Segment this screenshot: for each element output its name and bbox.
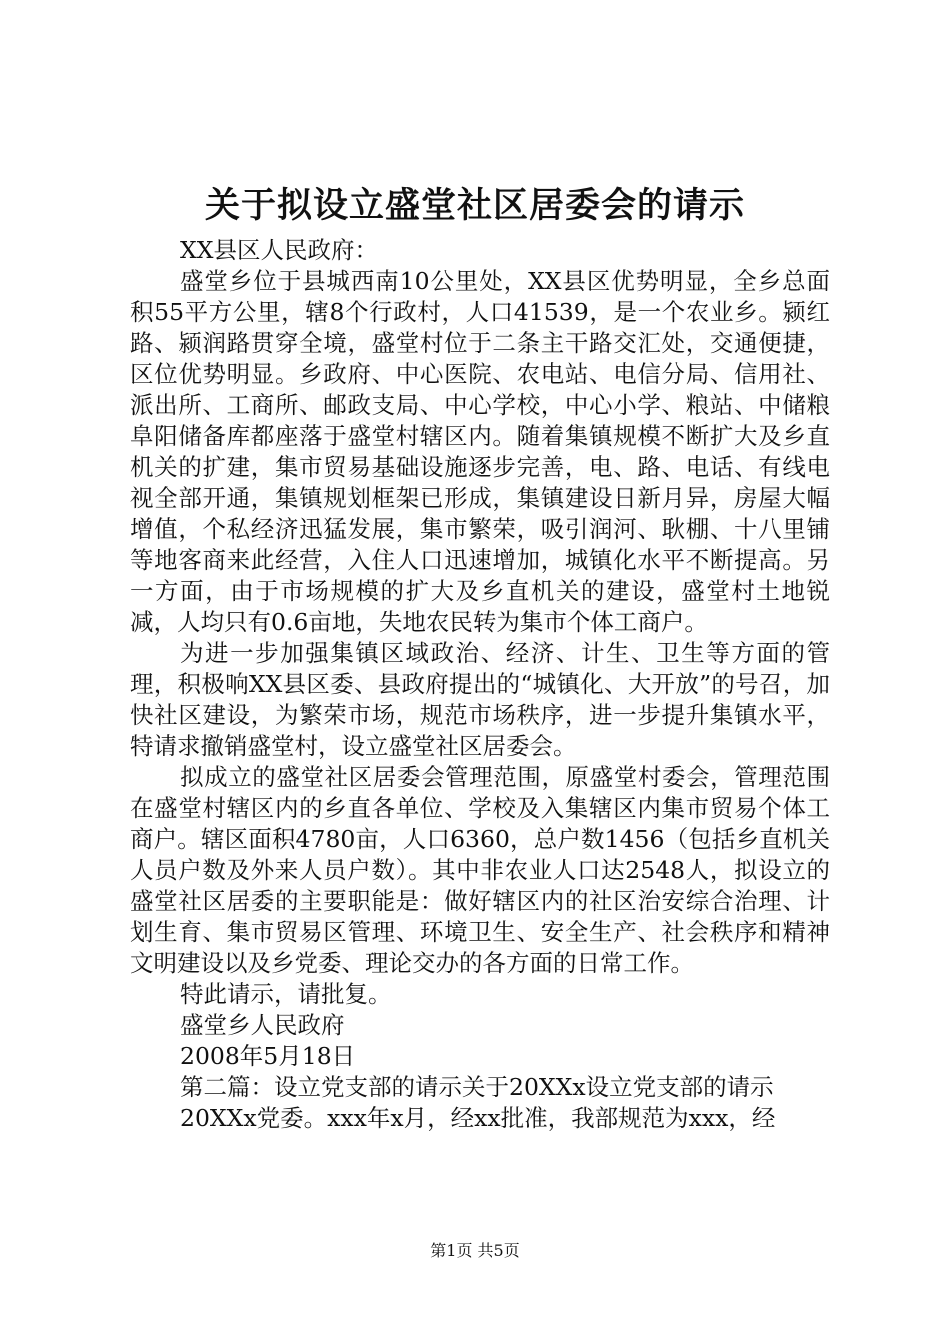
paragraph-3: 拟成立的盛堂社区居委会管理范围，原盛堂村委会，管理范围在盛堂村辖区内的乡直各单位、学校及入集辖区内集市贸易个体工商户。辖区面积4780亩，人口6360，总户数1456（包括乡直机关人员户数及外来人员户数）。其中非农业人口达2548人，拟设立的盛堂社区居委的主要职能是：做好辖区内的社区治安综合治理、计划生育、集市贸易区管理、环境卫生、安全生产、社会秩序和精神文明建设以及乡党委、理论交办的各方面的日常工作。 xyxy=(130,763,830,977)
next-section-heading: 第二篇：设立党支部的请示关于20XXx设立党支部的请示 xyxy=(180,1073,774,1101)
salutation: XX县区人民政府： xyxy=(180,236,378,264)
paragraph-1: 盛堂乡位于县城西南10公里处，XX县区优势明显，全乡总面积55平方公里，辖8个行政村，人口41539，是一个农业乡。颍红路、颍润路贯穿全境，盛堂村位于二条主干路交汇处，交通便捷，区位优势明显。乡政府、中心医院、农电站、电信分局、信用社、派出所、工商所、邮政支局、中心学校，中心小学、粮站、中储粮阜阳储备库都座落于盛堂村辖区内。随着集镇规模不断扩大及乡直机关的扩建，集市贸易基础设施逐步完善，电、路、电话、有线电视全部开通，集镇规划框架已形成，集镇建设日新月异，房屋大幅增值，个私经济迅猛发展，集市繁荣，吸引润河、耿棚、十八里铺等地客商来此经营，入住人口迅速增加，城镇化水平不断提高。另一方面，由于市场规模的扩大及乡直机关的建设，盛堂村土地锐减，人均只有0.6亩地，失地农民转为集市个体工商户。 xyxy=(130,267,830,636)
date-line: 2008年5月18日 xyxy=(180,1042,356,1070)
closing-line: 特此请示，请批复。 xyxy=(180,980,392,1008)
paragraph-2: 为进一步加强集镇区域政治、经济、计生、卫生等方面的管理，积极响XX县区委、县政府提出的“城镇化、大开放”的号召，加快社区建设，为繁荣市场，规范市场秩序，进一步提升集镇水平，特请求撤销盛堂村，设立盛堂社区居委会。 xyxy=(130,639,830,760)
next-section-text: 20XXx党委。xxx年x月，经xx批准，我部规范为xxx，经 xyxy=(180,1104,776,1132)
document-title: 关于拟设立盛堂社区居委会的请示 xyxy=(204,185,745,226)
document-body xyxy=(130,235,830,1134)
page-footer: 第1页 共5页 xyxy=(430,1241,520,1260)
signature: 盛堂乡人民政府 xyxy=(180,1011,345,1039)
